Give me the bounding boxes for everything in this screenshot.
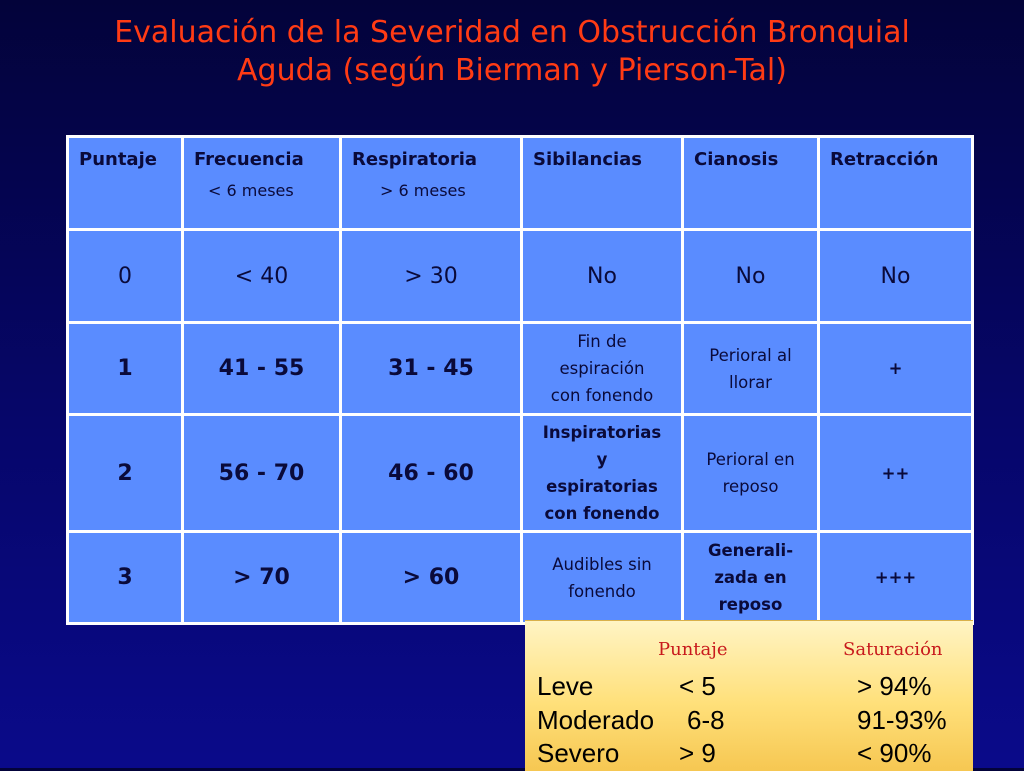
row-2-sibilancias: Inspiratorias y espiratorias con fonendo bbox=[523, 416, 681, 530]
legend-saturacion-header: Saturación bbox=[843, 639, 943, 660]
row-3-puntaje: 3 bbox=[69, 533, 181, 622]
title-line-2: Aguda (según Bierman y Pierson-Tal) bbox=[237, 53, 787, 88]
row-0-frecuencia: < 40 bbox=[184, 231, 339, 321]
header-frecuencia: Frecuencia < 6 meses bbox=[184, 138, 339, 228]
row-3-retraccion: +++ bbox=[820, 533, 971, 622]
row-1-retraccion: + bbox=[820, 324, 971, 413]
legend-puntaje: < 5 bbox=[679, 671, 716, 701]
legend-label: Moderado bbox=[537, 705, 655, 735]
row-3-frecuencia: > 70 bbox=[184, 533, 339, 622]
header-sibilancias: Sibilancias bbox=[523, 138, 681, 228]
row-1-puntaje: 1 bbox=[69, 324, 181, 413]
row-1-frecuencia: 41 - 55 bbox=[184, 324, 339, 413]
page-title bbox=[0, 14, 1024, 90]
legend-puntaje: 6-8 bbox=[687, 705, 725, 735]
severity-table bbox=[66, 135, 974, 625]
header-puntaje: Puntaje bbox=[69, 138, 181, 228]
header-retraccion: Retracción bbox=[820, 138, 971, 228]
row-1-cianosis: Perioral al llorar bbox=[684, 324, 817, 413]
title-line-1: Evaluación de la Severidad en Obstrucción Bronquial bbox=[114, 15, 910, 50]
row-2-frecuencia: 56 - 70 bbox=[184, 416, 339, 530]
legend-label: Leve bbox=[537, 671, 594, 701]
legend-puntaje: > 9 bbox=[679, 738, 716, 768]
severity-legend bbox=[525, 620, 973, 771]
row-2-cianosis: Perioral en reposo bbox=[684, 416, 817, 530]
row-2-respiratoria: 46 - 60 bbox=[342, 416, 520, 530]
row-1-respiratoria: 31 - 45 bbox=[342, 324, 520, 413]
row-1-sibilancias: Fin de espiración con fonendo bbox=[523, 324, 681, 413]
legend-saturacion: 91-93% bbox=[857, 705, 947, 735]
legend-saturacion: > 94% bbox=[857, 671, 932, 701]
row-3-sibilancias: Audibles sin fonendo bbox=[523, 533, 681, 622]
row-2-puntaje: 2 bbox=[69, 416, 181, 530]
row-0-sibilancias: No bbox=[523, 231, 681, 321]
header-respiratoria: Respiratoria > 6 meses bbox=[342, 138, 520, 228]
row-0-respiratoria: > 30 bbox=[342, 231, 520, 321]
row-2-retraccion: ++ bbox=[820, 416, 971, 530]
header-cianosis: Cianosis bbox=[684, 138, 817, 228]
row-3-respiratoria: > 60 bbox=[342, 533, 520, 622]
legend-label: Severo bbox=[537, 738, 620, 768]
legend-puntaje-header: Puntaje bbox=[658, 639, 728, 660]
legend-saturacion: < 90% bbox=[857, 738, 932, 768]
row-0-puntaje: 0 bbox=[69, 231, 181, 321]
row-3-cianosis: Generali- zada en reposo bbox=[684, 533, 817, 622]
row-0-cianosis: No bbox=[684, 231, 817, 321]
row-0-retraccion: No bbox=[820, 231, 971, 321]
